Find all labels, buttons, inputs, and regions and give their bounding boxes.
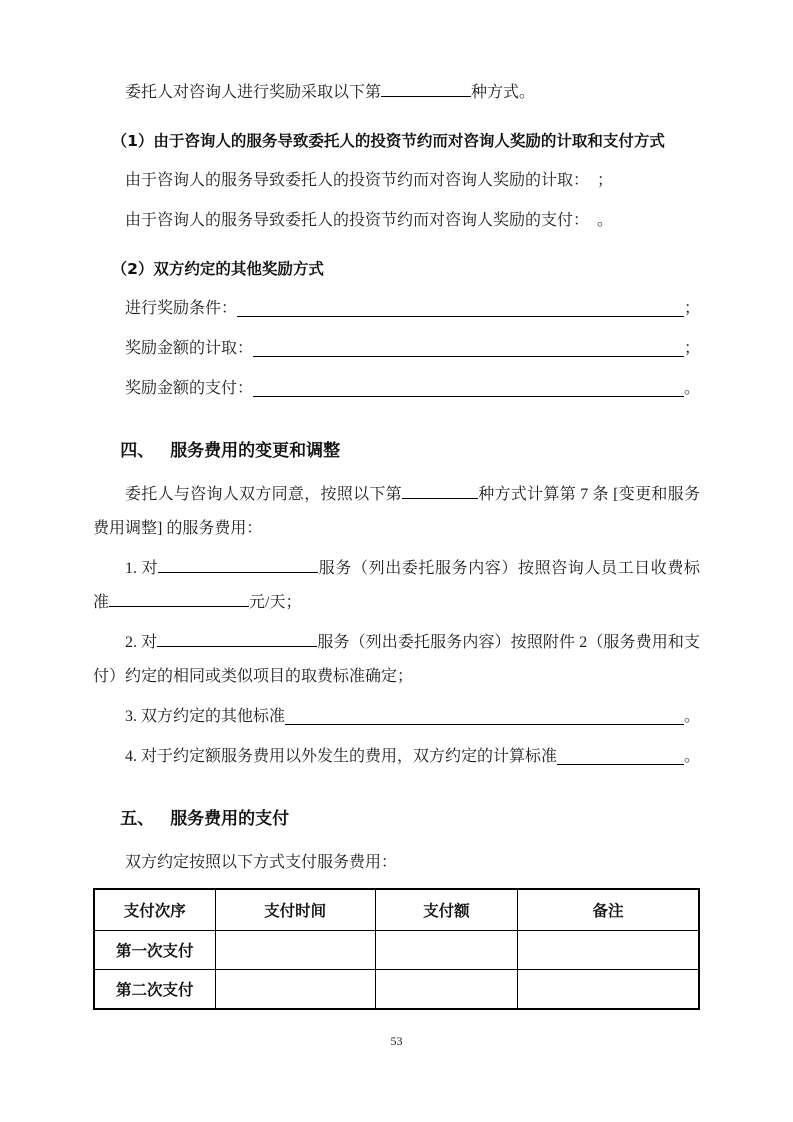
text-run: 委托人与咨询人双方同意，按照以下第 [125,486,402,503]
row-label-cell: 第二次支付 [94,970,215,1010]
sub-heading: （1）由于咨询人的服务导致委托人的投资节约而对咨询人奖励的计取和支付方式 [111,132,665,150]
fill-in-blank[interactable] [381,82,471,97]
document-content [93,76,700,880]
paragraph [93,626,700,694]
table-header-cell: 支付额 [375,889,517,931]
text-run: 委托人对咨询人进行奖励采取以下第 [125,84,382,101]
table-cell[interactable] [215,931,375,970]
text-run: 奖励金额的支付： [125,380,254,397]
table-cell[interactable] [517,970,699,1010]
text-run: 双方约定按照以下方式支付服务费用： [125,854,398,871]
fill-in-blank[interactable] [109,592,249,607]
text-run: 元/天； [249,594,302,611]
table-cell[interactable] [375,931,517,970]
section-heading [93,802,700,836]
text-run: 3. 双方约定的其他标准 [125,708,286,725]
text-run: 2. 对 [125,634,158,651]
section-number: 五、 [120,809,155,829]
paragraph [93,552,700,620]
table-header-cell: 备注 [517,889,699,931]
paragraph [93,164,700,198]
table-row [94,931,699,970]
payment-table [93,888,700,1010]
table-header-row [94,889,699,931]
section-title: 服务费用的支付 [170,809,290,829]
text-run: 服务（列出委托服务内容）按照附件 2（服务费用和支付）约定的相同或类似项目的取费标准确定； [93,634,700,685]
paragraph [93,292,700,326]
fill-in-blank[interactable] [157,632,317,647]
table-cell[interactable] [517,931,699,970]
paragraph [93,740,700,774]
text-run: 4. 对于约定额服务费用以外发生的费用，双方约定的计算标准 [125,748,558,765]
table-header-cell: 支付时间 [215,889,375,931]
table-row [94,970,699,1010]
paragraph [93,700,700,734]
text-run: 奖励金额的计取： [125,340,254,357]
sub-heading: （2）双方约定的其他奖励方式 [111,260,324,278]
text-run: 。 [683,380,700,397]
paragraph [93,204,700,238]
fill-in-blank[interactable] [253,382,684,397]
fill-in-blank[interactable] [253,342,684,357]
text-run: 由于咨询人的服务导致委托人的投资节约而对咨询人奖励的计取： ； [125,172,614,189]
fill-in-blank[interactable] [158,558,318,573]
paragraph [93,372,700,406]
paragraph [93,478,700,546]
text-run: ； [683,340,700,357]
text-run: 。 [683,708,700,725]
section-number: 四、 [120,441,155,461]
fill-in-blank[interactable] [557,750,684,765]
payment-table-head [94,889,699,931]
table-cell[interactable] [375,970,517,1010]
page-number: 53 [390,1034,403,1048]
section-heading [93,434,700,468]
payment-table-body [94,931,699,1010]
row-label-cell: 第一次支付 [94,931,215,970]
text-run: ； [683,300,700,317]
paragraph [93,846,700,880]
table-cell[interactable] [215,970,375,1010]
text-run: 进行奖励条件： [125,300,238,317]
text-run: 种方式。 [471,84,536,101]
text-run: 服务（列出委托服务内容）按照咨询人员工日收费标准 [93,560,700,611]
text-run: 种方式计算第 7 条 [变更和服务费用调整] 的服务费用： [93,486,700,537]
table-header-cell: 支付次序 [94,889,215,931]
fill-in-blank[interactable] [285,710,684,725]
fill-in-blank[interactable] [237,302,684,317]
text-run: 由于咨询人的服务导致委托人的投资节约而对咨询人奖励的支付： 。 [125,212,614,229]
text-run: 。 [683,748,700,765]
text-run: 1. 对 [125,560,159,577]
paragraph [93,332,700,366]
section-title: 服务费用的变更和调整 [170,441,341,461]
paragraph [93,76,700,110]
fill-in-blank[interactable] [402,484,478,499]
